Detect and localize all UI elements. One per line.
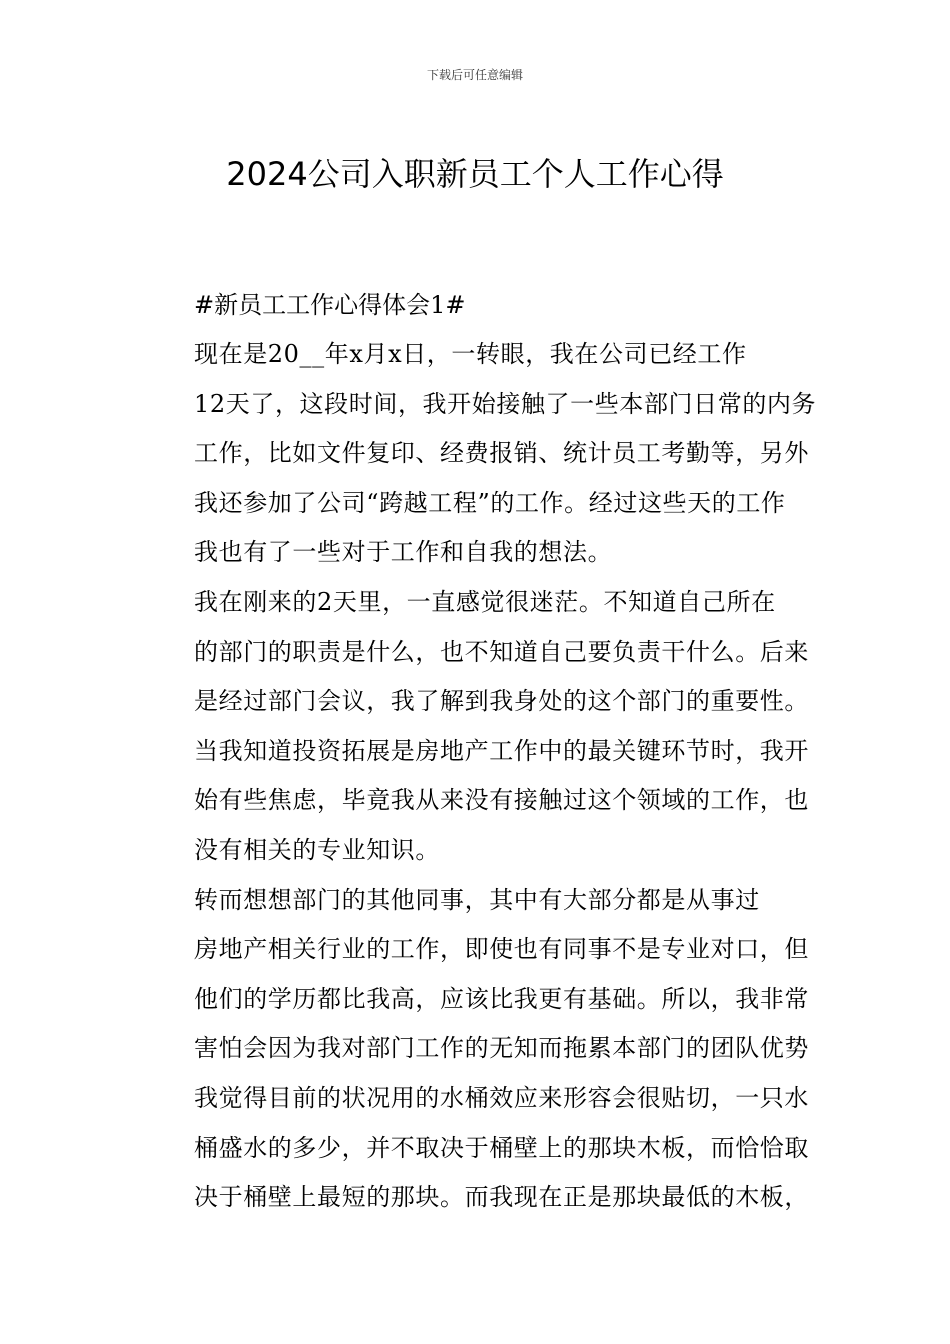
paragraph-3 bbox=[146, 876, 808, 1223]
paragraph-line: 是经过部门会议，我了解到我身处的这个部门的重要性。 bbox=[194, 687, 809, 716]
document-title: 2024公司入职新员工个人工作心得 bbox=[226, 155, 724, 194]
paragraph-line: 转而想想部门的其他同事，其中有大部分都是从事过 bbox=[194, 885, 760, 914]
paragraph-line: 他们的学历都比我高，应该比我更有基础。所以，我非常 bbox=[194, 984, 809, 1013]
paragraph-line: 桶盛水的多少，并不取决于桶壁上的那块木板，而恰恰取 bbox=[194, 1133, 809, 1162]
paragraph-line: 工作，比如文件复印、经费报销、统计员工考勤等，另外 bbox=[194, 439, 809, 468]
paragraph-line: 房地产相关行业的工作，即使也有同事不是专业对口，但 bbox=[194, 935, 809, 964]
paragraph-line: 没有相关的专业知识。 bbox=[194, 835, 440, 864]
paragraph-line: 我还参加了公司“跨越工程”的工作。经过这些天的工作 bbox=[194, 488, 786, 517]
document-body bbox=[146, 280, 817, 1223]
paragraph-1 bbox=[146, 330, 817, 578]
section-heading: #新员工工作心得体会1# bbox=[194, 291, 466, 319]
paragraph-line: 决于桶壁上最短的那块。而我现在正是那块最低的木板， bbox=[194, 1183, 809, 1212]
paragraph-line: 的部门的职责是什么，也不知道自己要负责干什么。后来 bbox=[194, 637, 809, 666]
paragraph-line: 当我知道投资拓展是房地产工作中的最关键环节时，我开 bbox=[194, 736, 809, 765]
paragraph-line: 我在刚来的2天里，一直感觉很迷茫。不知道自己所在 bbox=[194, 587, 776, 616]
paragraph-line: 害怕会因为我对部门工作的无知而拖累本部门的团队优势 bbox=[194, 1034, 809, 1063]
paragraph-line: 我也有了一些对于工作和自我的想法。 bbox=[194, 538, 613, 567]
download-note: 下载后可任意编辑 bbox=[426, 68, 523, 82]
paragraph-2 bbox=[146, 578, 808, 876]
paragraph-line: 现在是20__年x月x日，一转眼，我在公司已经工作 bbox=[194, 340, 747, 368]
paragraph-line: 始有些焦虑，毕竟我从来没有接触过这个领域的工作，也 bbox=[194, 786, 809, 815]
paragraph-line: 12天了，这段时间，我开始接触了一些本部门日常的内务 bbox=[194, 389, 817, 418]
paragraph-line: 我觉得目前的状况用的水桶效应来形容会很贴切，一只水 bbox=[194, 1083, 809, 1112]
